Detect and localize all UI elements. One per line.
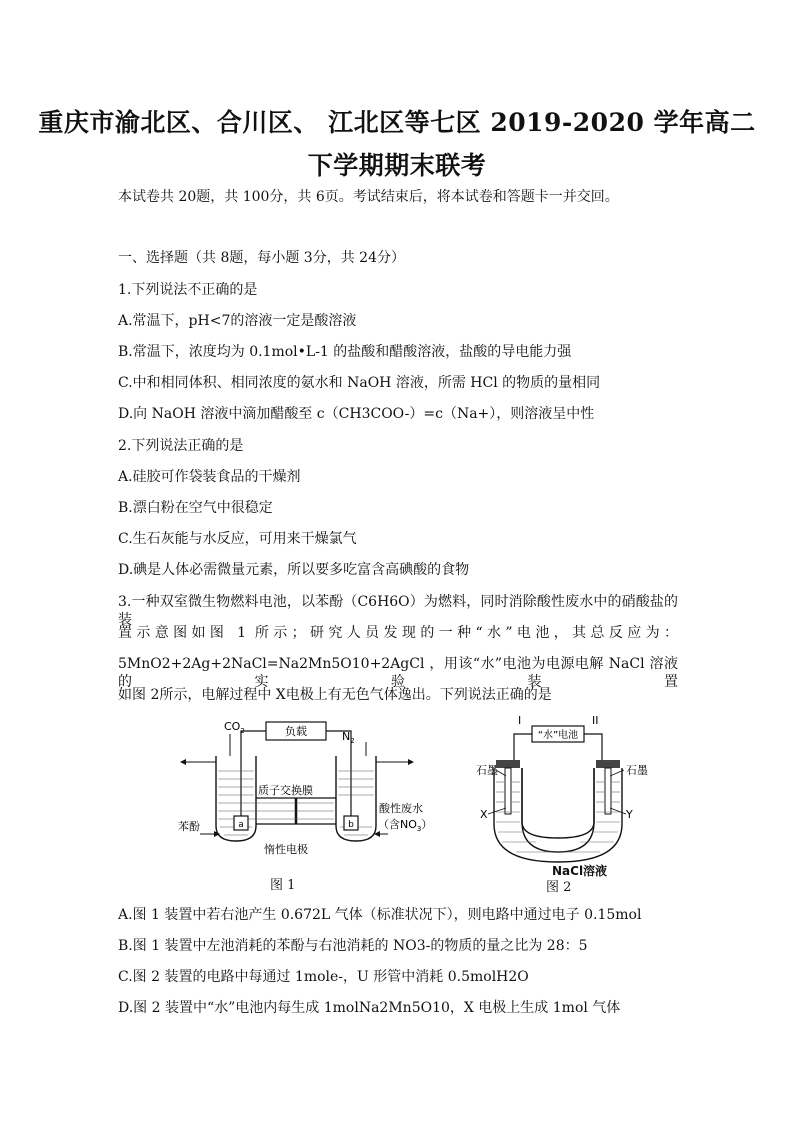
co2-label: $CO_2$ [224, 720, 245, 735]
n2-label: $N_2$ [342, 730, 355, 745]
terminal-I-label: I [518, 714, 522, 727]
electrode-x-label: X [480, 808, 488, 821]
wire-left [514, 734, 532, 760]
q3-option-b: B.图 1 装置中左池消耗的苯酚与右池消耗的 NO3-的物质的量之比为 28：5 [118, 938, 588, 954]
u-tube-outer-left [522, 768, 594, 852]
section-heading: 一、选择题（共 8题，每小题 3分，共 24分） [118, 250, 405, 266]
figure-1-fuel-cell-diagram [176, 716, 433, 866]
q1-option-a: A.常温下，pH<7的溶液一定是酸溶液 [118, 313, 357, 329]
q1-option-b: B.常温下，浓度均为 0.1mol•L-1 的盐酸和醋酸溶液，盐酸的导电能力强 [118, 344, 572, 360]
q3-option-c: C.图 2 装置的电路中每通过 1mole-，U 形管中消耗 0.5molH2O [118, 969, 529, 985]
membrane-label: 质子交换膜 [258, 784, 313, 797]
q3-option-a: A.图 1 装置中若右池产生 0.672L 气体（标准状况下），则电路中通过电子 0.15mol [118, 907, 642, 923]
right-outflow-arrowhead [408, 759, 414, 765]
phenol-label: 苯酚 [178, 820, 200, 833]
figure-2-electrolysis-diagram [476, 712, 656, 864]
doc-title-line2: 下学期期末联考 [307, 151, 487, 180]
terminal-II-label: II [592, 714, 599, 727]
q2-option-a: A.硅胶可作袋装食品的干燥剂 [118, 469, 301, 485]
graphite-right-label: 石墨 [626, 764, 648, 777]
figure-1-caption: 图 1 [270, 878, 296, 893]
graphite-left-label: 石墨 [476, 764, 498, 777]
u-tube-inner [522, 768, 594, 838]
figure-2-caption: 图 2 [546, 880, 572, 895]
electrode-x [505, 768, 511, 814]
inert-electrode-label: 惰性电极 [264, 843, 308, 856]
q3-stem-line4: 如图 2所示，电解过程中 X电极上有无色气体逸出。下列说法正确的是 [118, 687, 552, 703]
y-leader [610, 808, 626, 814]
solution-hatch [496, 782, 620, 852]
q2-stem: 2.下列说法正确的是 [118, 438, 244, 454]
q2-option-b: B.漂白粉在空气中很稳定 [118, 500, 273, 516]
waste-label: 酸性废水 [379, 802, 423, 815]
nacl-solution-label: NaCl溶液 [552, 864, 608, 878]
q1-stem: 1.下列说法不正确的是 [118, 282, 258, 298]
q3-option-d: D.图 2 装置中“水”电池内每生成 1molNa2Mn5O10，X 电极上生成 1mol 气体 [118, 1000, 621, 1016]
stopper-left [496, 760, 520, 768]
electrode-y [605, 768, 611, 814]
electrode-b-label: b [348, 820, 354, 830]
wire-right [584, 734, 602, 760]
q2-option-c: C.生石灰能与水反应，可用来干燥氯气 [118, 531, 357, 547]
q1-option-d: D.向 NaOH 溶液中滴加醋酸至 c（CH3COO-）=c（Na+），则溶液呈中性 [118, 406, 595, 422]
load-label: 负载 [285, 725, 307, 738]
q1-option-c: C.中和相同体积、相同浓度的氨水和 NaOH 溶液，所需 HCl 的物质的量相同 [118, 375, 601, 391]
q3-stem-line2: 置示意图如图 1 所示；研究人员发现的一种“水”电池，其总反应为： [118, 625, 678, 641]
x-leader [488, 808, 506, 814]
nitrate-label: （含$NO_3$） [378, 818, 433, 833]
intro-text: 本试卷共 20题，共 100分，共 6页。考试结束后，将本试卷和答题卡一并交回。 [118, 189, 619, 205]
stopper-right [596, 760, 620, 768]
electrode-a-label: a [238, 820, 244, 830]
left-outflow-arrowhead [180, 759, 186, 765]
doc-title-line1: 重庆市渝北区、合川区、 江北区等七区 2019-2020 学年高二 [38, 108, 756, 137]
water-battery-label: “水”电池 [537, 730, 579, 741]
q3-stem-line1: 3.一种双室微生物燃料电池，以苯酚（C6H6O）为燃料，同时消除酸性废水中的硝酸盐的装 [118, 594, 678, 628]
q2-option-d: D.碘是人体必需微量元素，所以要多吃富含高碘酸的食物 [118, 562, 470, 578]
electrode-y-label: Y [626, 808, 633, 821]
q3-stem-line3: 5MnO2+2Ag+2NaCl=Na2Mn5O10+2AgCl ，用该“水”电池为电源电解 NaCl 溶液的实验装置 [118, 656, 678, 690]
